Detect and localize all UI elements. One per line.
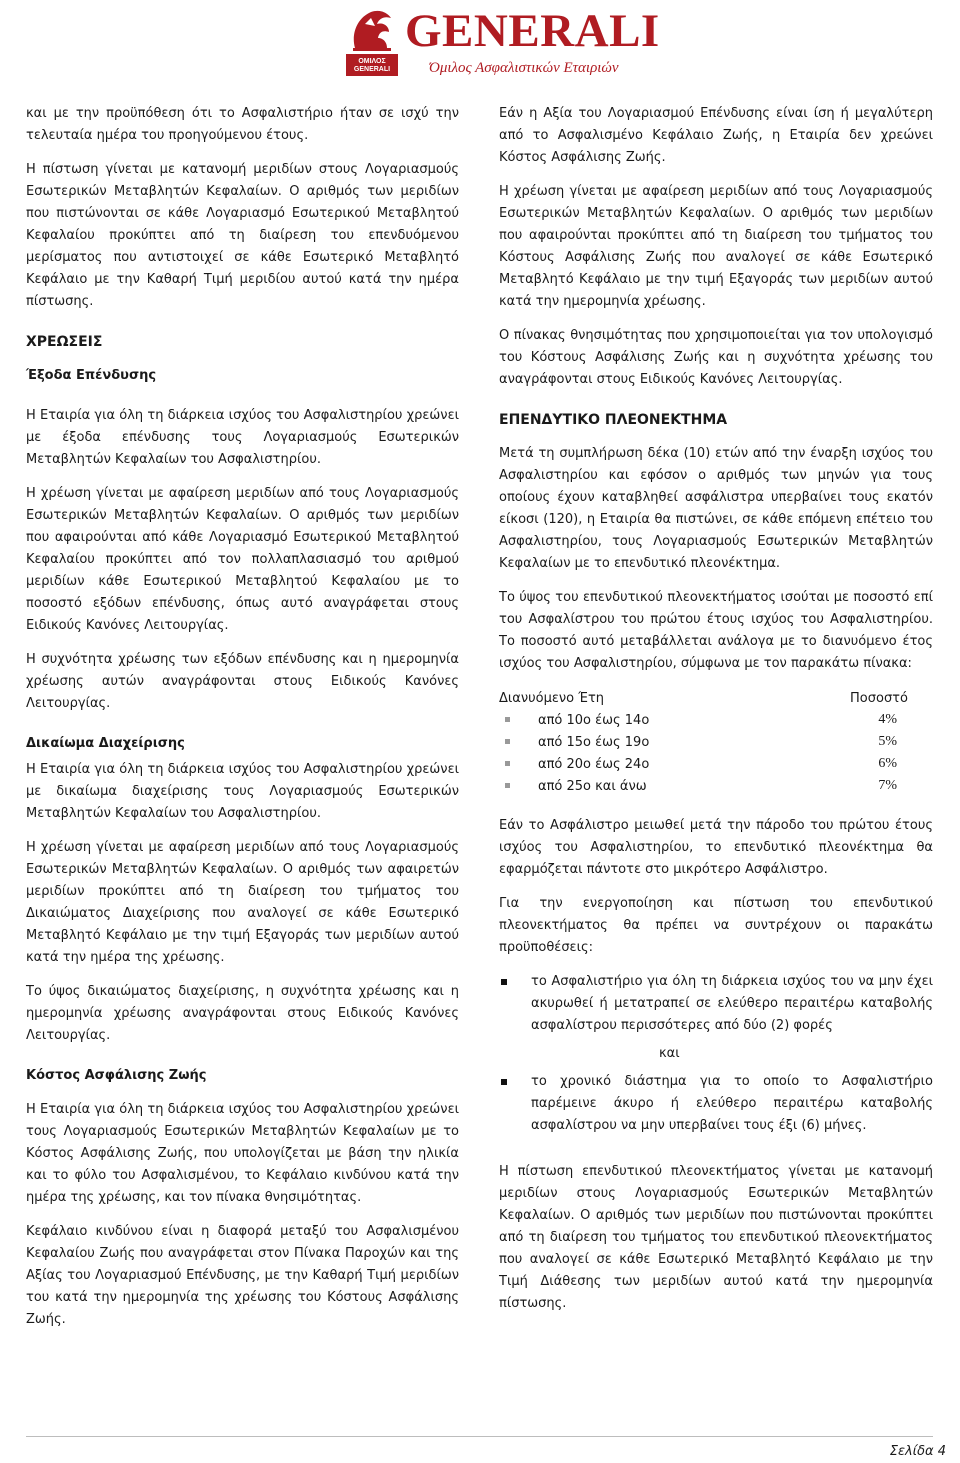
paragraph: Ο πίνακας θνησιμότητας που χρησιμοποιείται για τον υπολογισμό του Κόστους Ασφάλισης Ζωής και η συχνότητα χρέωσης του αναγράφονται στους Ειδικούς Κανόνες Λειτουργίας. [499, 328, 933, 387]
logo-caption-bottom: GENERALI [353, 66, 391, 73]
brand-name: GENERALI [405, 5, 660, 57]
page-header [345, 4, 660, 78]
conditions-list [499, 1071, 933, 1137]
left-column [26, 103, 459, 1331]
bullet-icon [501, 979, 507, 985]
table-cell-percentage: 5% [878, 734, 897, 749]
table-row [499, 731, 919, 753]
square-bullet-icon [505, 761, 510, 766]
footer-divider [26, 1436, 933, 1437]
table-row [499, 709, 919, 731]
square-bullet-icon [505, 739, 510, 744]
page-number: Σελίδα 4 [889, 1444, 946, 1459]
table-row [499, 753, 919, 775]
paragraph: Η Εταιρία για όλη τη διάρκεια ισχύος του Ασφαλιστηρίου χρεώνει τους Λογαριασμούς Εσωτερικών Μεταβλητών Κεφαλαίων με το Κόστος Ασφάλισης Ζωής, που υπολογίζεται με βάση την ηλικία και το φύλο του Ασφαλισμένου, το Κεφάλαιο κινδύνου κατά την ημέρα της χρέωσης, και τον πίνακα θνησιμότητας. [26, 1102, 459, 1205]
paragraph: Η πίστωση γίνεται με κατανομή μεριδίων στους Λογαριασμούς Εσωτερικών Μεταβλητών Κεφαλαίων. Ο αριθμός των μεριδίων που πιστώνονται σε κάθε Λογαριασμό Εσωτερικού Μεταβλητού Κεφαλαίου προκύπτει από τη διαίρεση του επενδυόμενου μερίσματος που αντιστοιχεί σε κάθε Εσωτερικό Μεταβλητό Κεφάλαιο με την Καθαρή Τιμή μεριδίου αυτού κατά την ημέρα πίστωσης. [26, 162, 459, 309]
brand-subtitle: Όμιλος Ασφαλιστικών Εταιριών [429, 60, 619, 76]
table-cell-year: από 20ο έως 24ο [538, 756, 650, 772]
list-item: το Ασφαλιστήριο για όλη τη διάρκεια ισχύος του να μην έχει ακυρωθεί ή μετατραπεί σε ελεύθερο περαιτέρω καταβολής ασφαλίστρου περισσότερες από δύο (2) φορές [499, 971, 933, 1037]
paragraph: Η συχνότητα χρέωσης των εξόδων επένδυσης και η ημερομηνία χρέωσης αυτών αναγράφονται στους Ειδικούς Κανόνες Λειτουργίας. [26, 652, 459, 711]
subheading-investment-expenses: Έξοδα Επένδυσης [26, 368, 157, 383]
section-heading-investment-bonus: ΕΠΕΝΔΥΤΙΚΟ ΠΛΕΟΝΕΚΤΗΜΑ [499, 412, 728, 428]
paragraph: Η χρέωση γίνεται με αφαίρεση μεριδίων από τους Λογαριασμούς Εσωτερικών Μεταβλητών Κεφαλαίων. Ο αριθμός των μεριδίων που αφαιρούνται προκύπτει από τη διαίρεση του τμήματος του Κόστους Ασφάλισης Ζωής που αναλογεί σε κάθε Εσωτερικό Μεταβλητό Κεφάλαιο με την τιμή Εξαγοράς των μεριδίων αυτού κατά την ημερομηνία χρέωσης. [499, 184, 933, 309]
paragraph: Για την ενεργοποίηση και πίστωση του επενδυτικού πλεονεκτήματος θα πρέπει να συντρέχουν οι παρακάτω προϋποθέσεις: [499, 896, 933, 955]
paragraph: Εάν η Αξία του Λογαριασμού Επένδυσης είναι ίση ή μεγαλύτερη από το Ασφαλισμένο Κεφάλαιο Ζωής, η Εταιρία δεν χρεώνει Κόστος Ασφάλισης Ζωής. [499, 106, 933, 165]
paragraph: Η πίστωση επενδυτικού πλεονεκτήματος γίνεται με κατανομή μεριδίων στους Λογαριασμούς Εσωτερικών Μεταβλητών Κεφαλαίων. Ο αριθμός των μεριδίων που πιστώνονται προκύπτει από τη διαίρεση του τμήματος του επενδυτικού πλεονεκτήματος που αναλογεί σε κάθε Εσωτερικό Μεταβλητό Κεφάλαιο με την Τιμή Διάθεσης των μεριδίων αυτού κατά την ημερομηνία πίστωσης. [499, 1164, 933, 1311]
paragraph: Μετά τη συμπλήρωση δέκα (10) ετών από την έναρξη ισχύος του Ασφαλιστηρίου και εφόσον ο αριθμός των μηνών για τους οποίους έχουν καταβληθεί ασφάλιστρα υπερβαίνει τους εκατόν είκοσι (120), η Εταιρία θα πιστώνει, σε κάθε επόμενη επέτειο του Ασφαλιστηρίου, τους Λογαριασμούς Εσωτερικών Μεταβλητών Κεφαλαίων με το επενδυτικό πλεονέκτημα. [499, 446, 933, 571]
bonus-rate-table [499, 687, 919, 797]
conjunction-text: και [659, 1046, 680, 1061]
square-bullet-icon [505, 783, 510, 788]
column-header-percentage: Ποσοστό [850, 690, 908, 706]
column-header-year: Διανυόμενο Έτη [499, 690, 605, 706]
paragraph: Κεφάλαιο κινδύνου είναι η διαφορά μεταξύ του Ασφαλισμένου Κεφαλαίου Ζωής που αναγράφεται στον Πίνακα Παροχών και της Αξίας του Λογαριασμού Επένδυσης, με την Καθαρή Τιμή μεριδίων του κατά την ημερομηνία της χρέωσης του Κόστους Ασφάλισης Ζωής. [26, 1224, 459, 1327]
table-cell-year: από 25ο και άνω [538, 778, 647, 794]
paragraph: Η Εταιρία για όλη τη διάρκεια ισχύος του Ασφαλιστηρίου χρεώνει με έξοδα επένδυσης τους Λογαριασμούς Εσωτερικών Μεταβλητών Κεφαλαίων του Ασφαλιστηρίου. [26, 408, 459, 467]
table-cell-percentage: 7% [878, 778, 897, 793]
list-item: το χρονικό διάστημα για το οποίο το Ασφαλιστήριο παρέμεινε άκυρο ή ελεύθερο περαιτέρω καταβολής ασφαλίστρου να μην υπερβαίνει τους έξι (6) μήνες. [499, 1071, 933, 1137]
subheading-life-insurance-cost: Κόστος Ασφάλισης Ζωής [26, 1068, 207, 1083]
table-cell-percentage: 4% [878, 712, 897, 727]
table-cell-year: από 15ο έως 19ο [538, 734, 650, 750]
logo-caption-top: ΟΜΙΛΟΣ [358, 58, 386, 65]
right-column [499, 103, 933, 1315]
paragraph: Το ύψος δικαιώματος διαχείρισης, η συχνότητα χρέωσης και η ημερομηνία χρέωσης αναγράφονται στους Ειδικούς Κανόνες Λειτουργίας. [26, 984, 459, 1043]
paragraph: Εάν το Ασφάλιστρο μειωθεί μετά την πάροδο του πρώτου έτους ισχύος του Ασφαλιστηρίου, το επενδυτικό πλεονέκτημα θα εφαρμόζεται πάντοτε στο μικρότερο Ασφάλιστρο. [499, 818, 933, 877]
subheading-management-fee: Δικαίωμα Διαχείρισης [26, 736, 185, 751]
section-heading-charges: ΧΡΕΩΣΕΙΣ [26, 334, 103, 350]
paragraph: Η Εταιρία για όλη τη διάρκεια ισχύος του Ασφαλιστηρίου χρεώνει με δικαίωμα διαχείρισης τους Λογαριασμούς Εσωτερικών Μεταβλητών Κεφαλαίων του Ασφαλιστηρίου. [26, 762, 459, 821]
paragraph: Το ύψος του επενδυτικού πλεονεκτήματος ισούται με ποσοστό επί του Ασφαλίστρου του πρώτου έτους ισχύος του Ασφαλιστηρίου. Το ποσοστό αυτό μεταβάλλεται ανάλογα με το διανυόμενο έτος ισχύος του Ασφαλιστηρίου, σύμφωνα με τον παρακάτω πίνακα: [499, 590, 933, 671]
paragraph: Η χρέωση γίνεται με αφαίρεση μεριδίων από τους Λογαριασμούς Εσωτερικών Μεταβλητών Κεφαλαίων. Ο αριθμός των αφαιρετών μεριδίων προκύπτει από τη διαίρεση του τμήματος του Δικαιώματος Διαχείρισης που αναλογεί σε κάθε Εσωτερικό Μεταβλητό Κεφάλαιο με την τιμή Εξαγοράς των μεριδίων αυτού κατά την ημέρα της χρέωσης. [26, 840, 459, 965]
bullet-icon [501, 1079, 507, 1085]
conditions-list [499, 971, 933, 1037]
table-cell-percentage: 6% [878, 756, 897, 771]
table-header-row [499, 687, 919, 709]
table-cell-year: από 10ο έως 14ο [538, 712, 650, 728]
table-row [499, 775, 919, 797]
paragraph: και με την προϋπόθεση ότι το Ασφαλιστήριο ήταν σε ισχύ την τελευταία ημέρα του προηγούμενου έτους. [26, 106, 459, 143]
square-bullet-icon [505, 717, 510, 722]
paragraph: Η χρέωση γίνεται με αφαίρεση μεριδίων από τους Λογαριασμούς Εσωτερικών Μεταβλητών Κεφαλαίων. Ο αριθμός των μεριδίων που αφαιρούνται από κάθε Λογαριασμό Εσωτερικού Μεταβλητού Κεφαλαίου προκύπτει από τον πολλαπλασιασμό του αριθμού μεριδίων κάθε Εσωτερικού Μεταβλητού Κεφαλαίου με το ποσοστό εξόδων επένδυσης, όπως αυτό αναγράφεται στους Ειδικούς Κανόνες Λειτουργίας. [26, 486, 459, 633]
